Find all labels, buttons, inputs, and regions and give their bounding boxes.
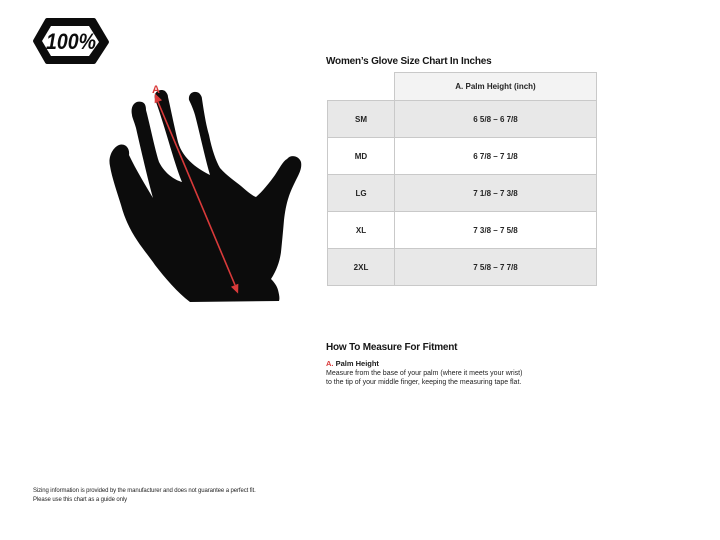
table-row-sm — [328, 101, 597, 138]
size-range: 6 7/8 – 7 1/8 — [395, 138, 597, 175]
size-label: SM — [328, 101, 395, 138]
how-to-measure-section — [326, 343, 536, 387]
size-label: MD — [328, 138, 395, 175]
disclaimer-line-1: Sizing information is provided by the manufacturer and does not guarantee a perfect fit. — [33, 488, 256, 494]
size-label: LG — [328, 175, 395, 212]
table-row-md — [328, 138, 597, 175]
table-row-xl — [328, 212, 597, 249]
measurement-marker-label: A — [152, 84, 160, 96]
size-range: 7 1/8 – 7 3/8 — [395, 175, 597, 212]
hand-silhouette — [109, 90, 301, 302]
glove-figure — [105, 80, 315, 315]
size-chart-table — [327, 72, 597, 286]
table-header-row — [328, 73, 597, 101]
size-range: 7 5/8 – 7 7/8 — [395, 249, 597, 286]
sizing-disclaimer — [33, 487, 256, 504]
brand-logo — [31, 16, 110, 66]
palm-height-description: Measure from the base of your palm (where it meets your wrist) to the tip of your middle finger, keeping the measuring tape flat. — [326, 370, 523, 387]
table-header-palm-height: A. Palm Height (inch) — [395, 73, 597, 101]
size-range: 7 3/8 – 7 5/8 — [395, 212, 597, 249]
table-header-empty-cell — [328, 73, 395, 101]
how-to-measure-heading: How To Measure For Fitment — [326, 342, 458, 353]
size-label: XL — [328, 212, 395, 249]
disclaimer-line-2: Please use this chart as a guide only — [33, 496, 128, 503]
size-chart-title: Women’s Glove Size Chart In Inches — [326, 56, 492, 67]
size-label: 2XL — [328, 249, 395, 286]
palm-height-label-prefix: A. — [326, 359, 334, 368]
table-row-lg — [328, 175, 597, 212]
table-row-2xl — [328, 249, 597, 286]
palm-height-label — [326, 360, 536, 368]
logo-text: 100% — [46, 29, 96, 54]
palm-height-label-text: Palm Height — [335, 359, 379, 368]
size-range: 6 5/8 – 6 7/8 — [395, 101, 597, 138]
